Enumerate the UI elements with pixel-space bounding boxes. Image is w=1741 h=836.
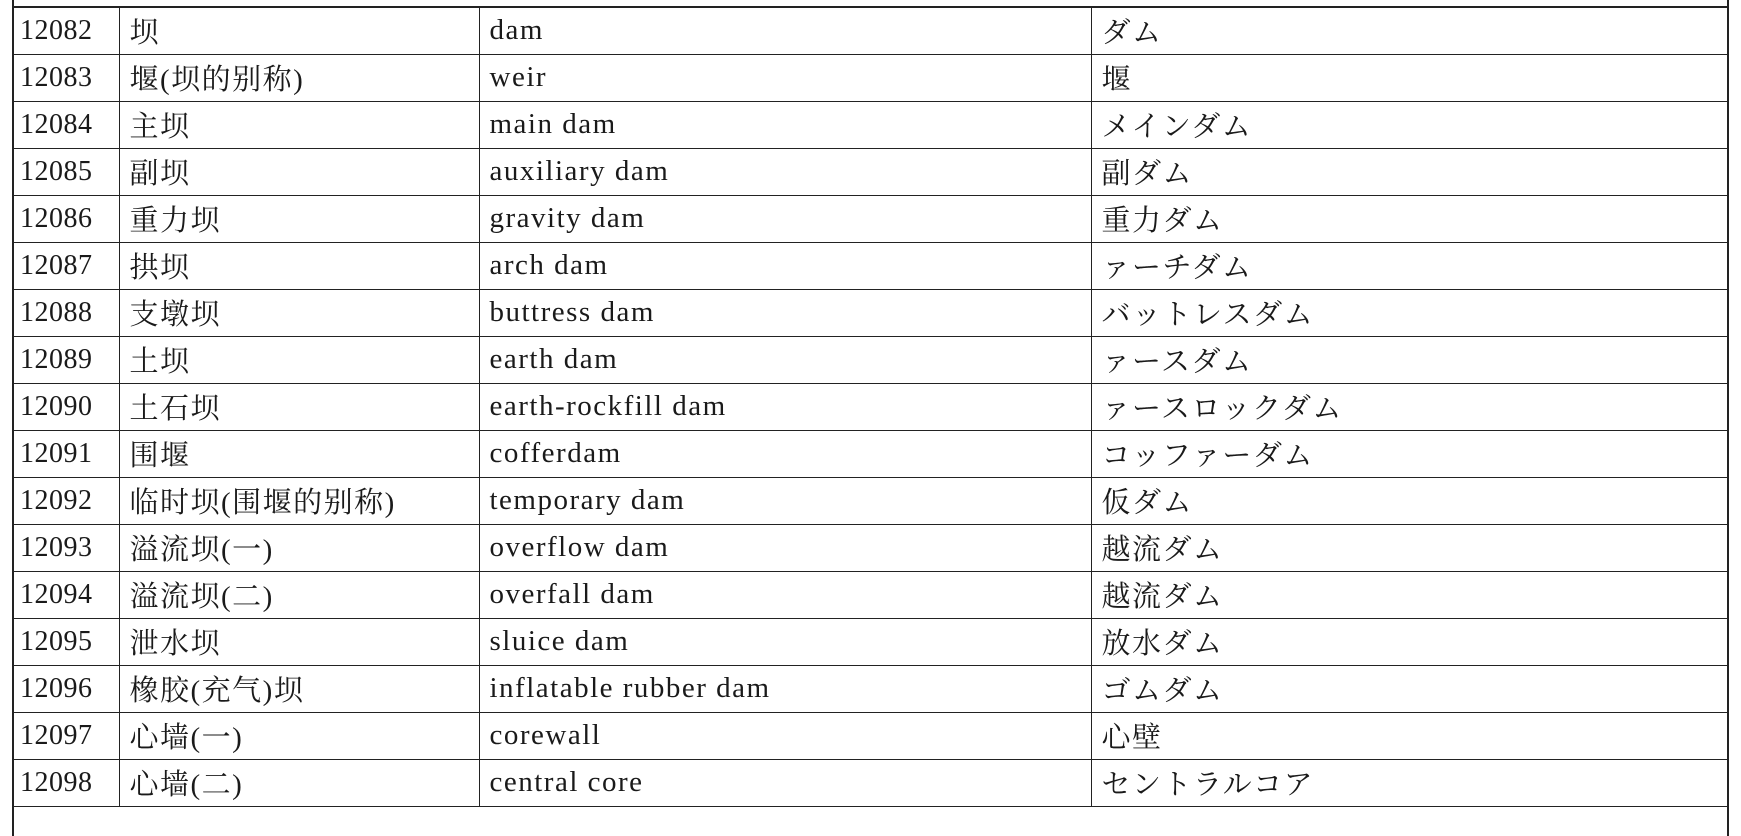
chinese-term: 支墩坝 bbox=[119, 289, 479, 336]
english-term: sluice dam bbox=[479, 618, 1091, 665]
chinese-term: 心墙(二) bbox=[119, 759, 479, 806]
table-row bbox=[14, 665, 1727, 712]
entry-number: 12088 bbox=[14, 289, 119, 336]
entry-number: 12098 bbox=[14, 759, 119, 806]
terminology-table-body bbox=[14, 7, 1727, 806]
japanese-term: ァーチダム bbox=[1091, 242, 1727, 289]
chinese-term: 堰(坝的别称) bbox=[119, 54, 479, 101]
table-row bbox=[14, 148, 1727, 195]
document-page bbox=[12, 0, 1729, 836]
japanese-term: ァースロックダム bbox=[1091, 383, 1727, 430]
table-row bbox=[14, 195, 1727, 242]
terminology-table bbox=[14, 6, 1727, 807]
chinese-term: 主坝 bbox=[119, 101, 479, 148]
table-row bbox=[14, 430, 1727, 477]
japanese-term: 堰 bbox=[1091, 54, 1727, 101]
chinese-term: 重力坝 bbox=[119, 195, 479, 242]
japanese-term: バットレスダム bbox=[1091, 289, 1727, 336]
japanese-term: 心壁 bbox=[1091, 712, 1727, 759]
entry-number: 12083 bbox=[14, 54, 119, 101]
chinese-term: 泄水坝 bbox=[119, 618, 479, 665]
chinese-term: 橡胶(充气)坝 bbox=[119, 665, 479, 712]
japanese-term: 仮ダム bbox=[1091, 477, 1727, 524]
chinese-term: 土石坝 bbox=[119, 383, 479, 430]
english-term: earth dam bbox=[479, 336, 1091, 383]
japanese-term: コッファーダム bbox=[1091, 430, 1727, 477]
table-row bbox=[14, 7, 1727, 54]
entry-number: 12093 bbox=[14, 524, 119, 571]
entry-number: 12096 bbox=[14, 665, 119, 712]
chinese-term: 临时坝(围堰的别称) bbox=[119, 477, 479, 524]
japanese-term: 重力ダム bbox=[1091, 195, 1727, 242]
entry-number: 12094 bbox=[14, 571, 119, 618]
english-term: earth-rockfill dam bbox=[479, 383, 1091, 430]
english-term: dam bbox=[479, 7, 1091, 54]
table-row bbox=[14, 242, 1727, 289]
japanese-term: 越流ダム bbox=[1091, 524, 1727, 571]
entry-number: 12095 bbox=[14, 618, 119, 665]
english-term: overfall dam bbox=[479, 571, 1091, 618]
entry-number: 12089 bbox=[14, 336, 119, 383]
english-term: inflatable rubber dam bbox=[479, 665, 1091, 712]
english-term: main dam bbox=[479, 101, 1091, 148]
entry-number: 12092 bbox=[14, 477, 119, 524]
table-row bbox=[14, 759, 1727, 806]
english-term: weir bbox=[479, 54, 1091, 101]
english-term: cofferdam bbox=[479, 430, 1091, 477]
table-row bbox=[14, 383, 1727, 430]
japanese-term: 副ダム bbox=[1091, 148, 1727, 195]
entry-number: 12082 bbox=[14, 7, 119, 54]
english-term: buttress dam bbox=[479, 289, 1091, 336]
entry-number: 12084 bbox=[14, 101, 119, 148]
entry-number: 12085 bbox=[14, 148, 119, 195]
english-term: arch dam bbox=[479, 242, 1091, 289]
chinese-term: 拱坝 bbox=[119, 242, 479, 289]
english-term: gravity dam bbox=[479, 195, 1091, 242]
chinese-term: 溢流坝(二) bbox=[119, 571, 479, 618]
table-row bbox=[14, 712, 1727, 759]
table-row bbox=[14, 336, 1727, 383]
table-row bbox=[14, 289, 1727, 336]
chinese-term: 土坝 bbox=[119, 336, 479, 383]
japanese-term: ダム bbox=[1091, 7, 1727, 54]
chinese-term: 心墙(一) bbox=[119, 712, 479, 759]
japanese-term: ァースダム bbox=[1091, 336, 1727, 383]
table-row bbox=[14, 54, 1727, 101]
table-row bbox=[14, 524, 1727, 571]
entry-number: 12091 bbox=[14, 430, 119, 477]
japanese-term: 放水ダム bbox=[1091, 618, 1727, 665]
english-term: central core bbox=[479, 759, 1091, 806]
japanese-term: 越流ダム bbox=[1091, 571, 1727, 618]
chinese-term: 坝 bbox=[119, 7, 479, 54]
chinese-term: 围堰 bbox=[119, 430, 479, 477]
entry-number: 12097 bbox=[14, 712, 119, 759]
english-term: temporary dam bbox=[479, 477, 1091, 524]
japanese-term: セントラルコア bbox=[1091, 759, 1727, 806]
chinese-term: 副坝 bbox=[119, 148, 479, 195]
table-row bbox=[14, 101, 1727, 148]
english-term: corewall bbox=[479, 712, 1091, 759]
table-row bbox=[14, 477, 1727, 524]
english-term: overflow dam bbox=[479, 524, 1091, 571]
english-term: auxiliary dam bbox=[479, 148, 1091, 195]
entry-number: 12086 bbox=[14, 195, 119, 242]
table-row bbox=[14, 618, 1727, 665]
japanese-term: メインダム bbox=[1091, 101, 1727, 148]
entry-number: 12087 bbox=[14, 242, 119, 289]
table-row bbox=[14, 571, 1727, 618]
entry-number: 12090 bbox=[14, 383, 119, 430]
japanese-term: ゴムダム bbox=[1091, 665, 1727, 712]
chinese-term: 溢流坝(一) bbox=[119, 524, 479, 571]
